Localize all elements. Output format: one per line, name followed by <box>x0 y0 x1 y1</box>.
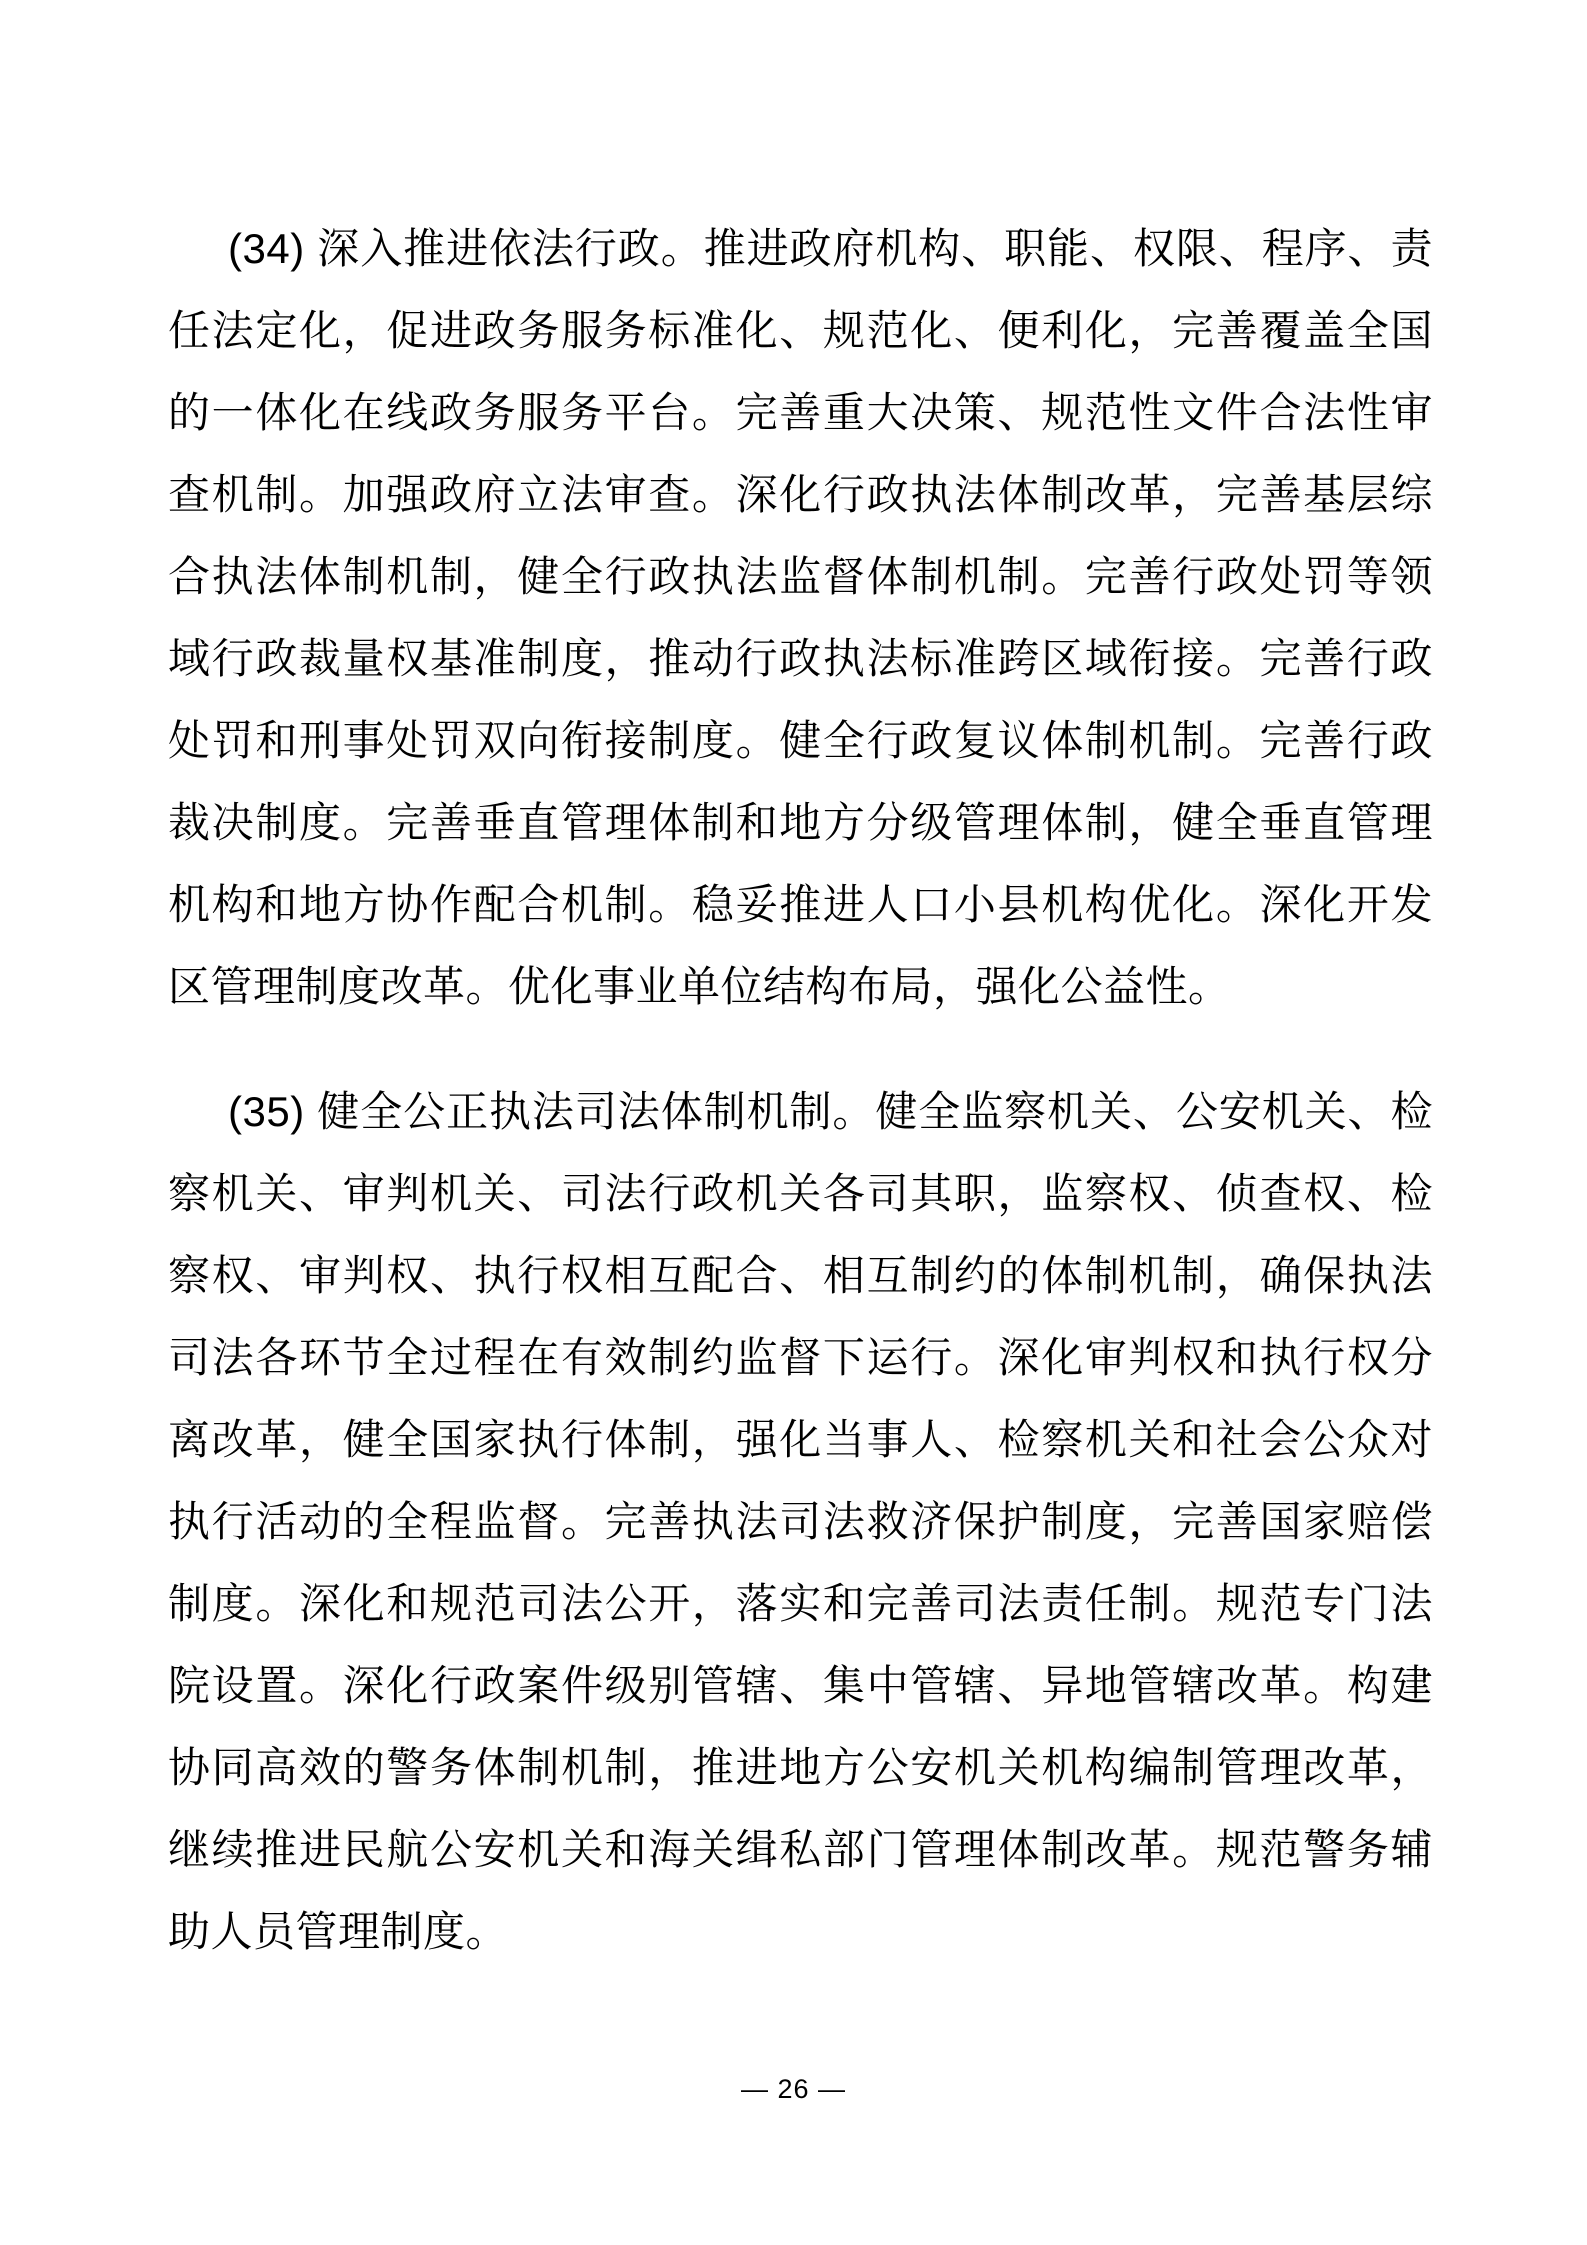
paragraph-34: (34) 深入推进依法行政。推进政府机构、职能、权限、程序、责任法定化，促进政务服务标准化、规范化、便利化，完善覆盖全国的一体化在线政务服务平台。完善重大决策、规范性文件合法性审查机制。加强政府立法审查。深化行政执法体制改革，完善基层综合执法体制机制，健全行政执法监督体制机制。完善行政处罚等领域行政裁量权基准制度，推动行政执法标准跨区域衔接。完善行政处罚和刑事处罚双向衔接制度。健全行政复议体制机制。完善行政裁决制度。完善垂直管理体制和地方分级管理体制，健全垂直管理机构和地方协作配合机制。稳妥推进人口小县机构优化。深化开发区管理制度改革。优化事业单位结构布局，强化公益性。 <box>168 225 1433 1010</box>
document-body <box>168 208 1433 2016</box>
page-number: — 26 — <box>740 2074 847 2104</box>
paragraph-35: (35) 健全公正执法司法体制机制。健全监察机关、公安机关、检察机关、审判机关、司法行政机关各司其职，监察权、侦查权、检察权、审判权、执行权相互配合、相互制约的体制机制，确保执法司法各环节全过程在有效制约监督下运行。深化审判权和执行权分离改革，健全国家执行体制，强化当事人、检察机关和社会公众对执行活动的全程监督。完善执法司法救济保护制度，完善国家赔偿制度。深化和规范司法公开，落实和完善司法责任制。规范专门法院设置。深化行政案件级别管辖、集中管辖、异地管辖改革。构建协同高效的警务体制机制，推进地方公安机关机构编制管理改革，继续推进民航公安机关和海关缉私部门管理体制改革。规范警务辅助人员管理制度。 <box>168 1088 1433 1955</box>
